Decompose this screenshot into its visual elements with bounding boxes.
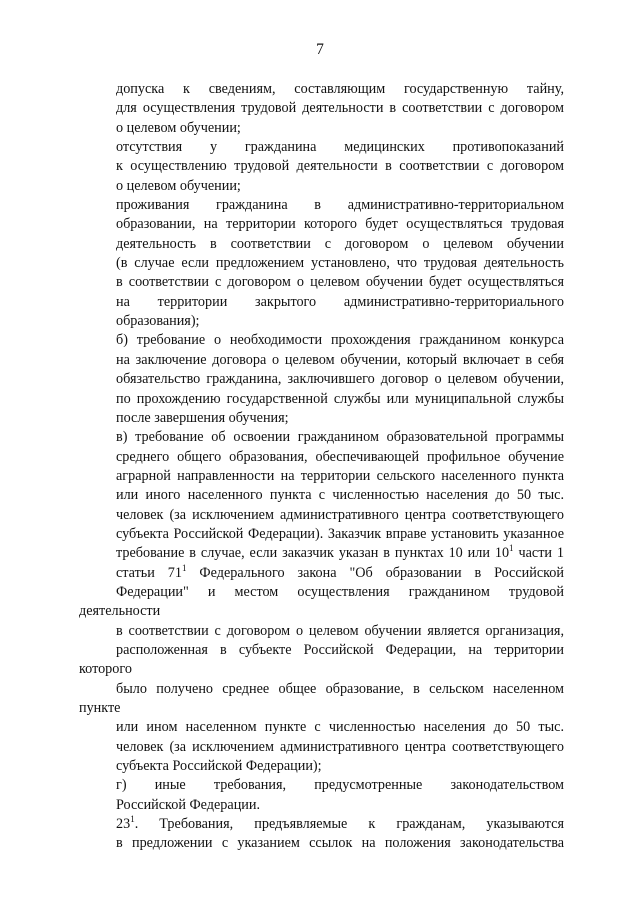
text-line: б) требование о необходимости прохождения гражданином конкурса: [116, 332, 564, 349]
paragraph-section-23-1: [79, 815, 564, 854]
text-line: человек (за исключением административного центра соответствующего: [116, 738, 564, 755]
text-line: обязательство гражданина, заключившего договор о целевом обучении,: [116, 371, 564, 388]
text-line: проживания гражданина в административно-территориальном: [116, 197, 564, 214]
text-line: аграрной направленности на территории сельского населенного пункта: [116, 467, 564, 484]
paragraph-item-g: [79, 776, 564, 815]
text-line: образовании, на территории которого будет осуществляться трудовая: [116, 216, 564, 233]
text-line: субъекта Российской Федерации);: [116, 758, 322, 775]
paragraph-clause-2: [79, 138, 564, 196]
text-line: (в случае если предложением установлено, что трудовая деятельность: [116, 255, 564, 272]
text-line: отсутствия у гражданина медицинских противопоказаний: [116, 139, 564, 156]
text-line: в соответствии с договором о целевом обучении является организация,: [116, 622, 564, 639]
text-line: требование в случае, если заказчик указан в пунктах 10 или $10^1$ части 1: [116, 543, 564, 562]
text-line: о целевом обучении;: [116, 177, 241, 194]
text-line: статьи $71^1$ Федерального закона "Об образовании в Российской: [116, 562, 564, 581]
text-line: в предложении с указанием ссылок на положения законодательства: [116, 835, 564, 852]
text-line: по прохождению государственной службы или муниципальной службы: [116, 390, 564, 407]
text-line: допуска к сведениям, составляющим государственную тайну,: [116, 81, 564, 97]
text-line: Федерации" и местом осуществления гражданином трудовой деятельности: [79, 583, 564, 620]
paragraph-item-b: [79, 331, 564, 428]
paragraph-clause-1: [79, 80, 564, 138]
text-line: среднего общего образования, обеспечивающей профильное обучение: [116, 448, 564, 465]
text-line: Российской Федерации.: [116, 796, 261, 813]
text-line: или ином населенном пункте с численностью населения до 50 тыс.: [116, 719, 564, 736]
text-line: или иного населенного пункта с численностью населения до 50 тыс.: [116, 487, 564, 504]
text-line: человек (за исключением административного центра соответствующего: [116, 506, 564, 523]
paragraph-clause-3: [79, 196, 564, 331]
text-line: образования);: [116, 313, 200, 330]
text-line: в соответствии с договором о целевом обучении будет осуществляться: [116, 274, 564, 291]
text-line: субъекта Российской Федерации). Заказчик вправе установить указанное: [116, 525, 564, 542]
text-line: $23^1$. Требования, предъявляемые к гражданам, указываются: [116, 814, 564, 833]
text-line: на территории закрытого административно-территориального: [116, 293, 564, 310]
text-line: для осуществления трудовой деятельности в соответствии с договором: [116, 100, 564, 117]
text-line: после завершения обучения;: [116, 409, 289, 426]
document-body: [79, 80, 564, 854]
text-line: г) иные требования, предусмотренные законодательством: [116, 777, 564, 794]
text-line: расположенная в субъекте Российской Федерации, на территории которого: [79, 641, 564, 678]
text-line: о целевом обучении;: [116, 119, 241, 136]
paragraph-item-v: [79, 428, 564, 776]
text-line: деятельность в соответствии с договором о целевом обучении: [116, 235, 564, 252]
page-number: 7: [316, 41, 324, 58]
text-line: в) требование об освоении гражданином образовательной программы: [116, 429, 564, 446]
text-line: на заключение договора о целевом обучении, который включает в себя: [116, 351, 564, 368]
text-line: к осуществлению трудовой деятельности в соответствии с договором: [116, 158, 564, 175]
text-line: было получено среднее общее образование, в сельском населенном пункте: [79, 680, 564, 716]
